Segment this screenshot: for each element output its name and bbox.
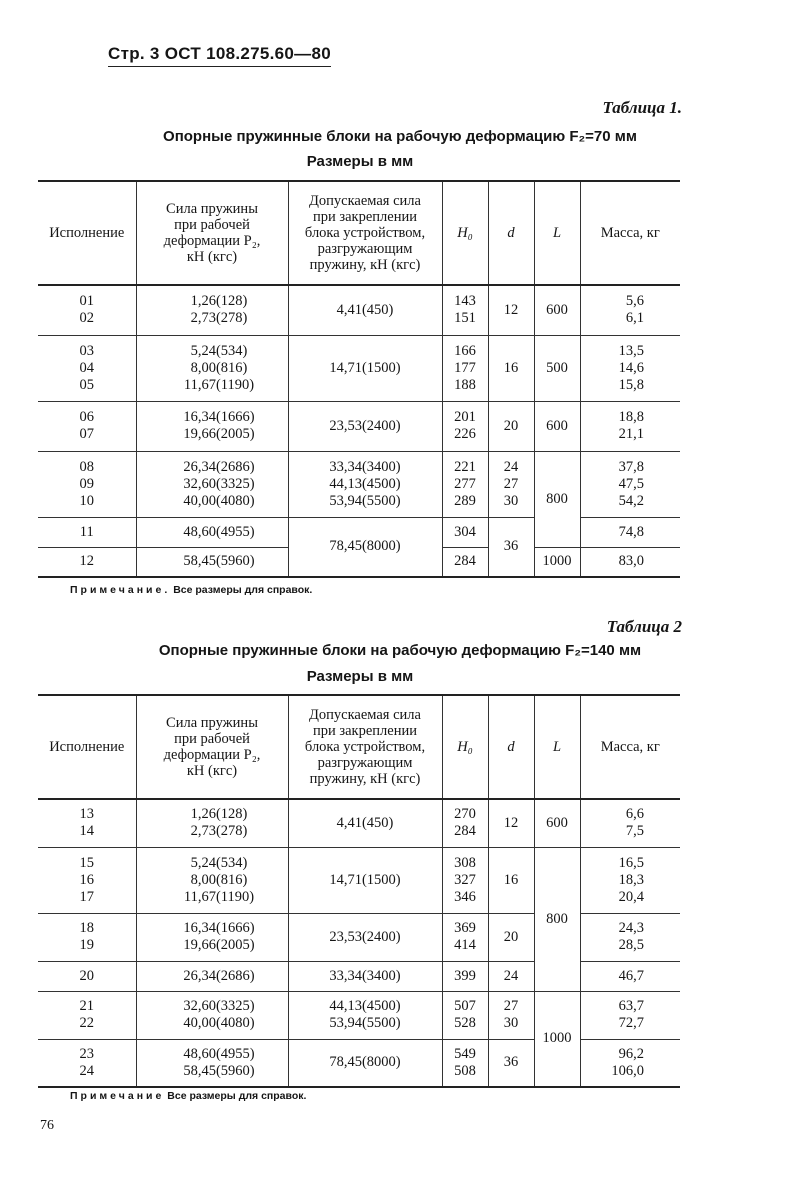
col-sila: Сила пружины при рабочей деформации P₂, кН (кгс): [136, 695, 288, 799]
col-dop: Допускаемая сила при закреплении блока устройством, разгружающим пружину, кН (кгс): [288, 695, 442, 799]
table2-title: Опорные пружинные блоки на рабочую деформацию F₂=140 мм: [158, 642, 642, 659]
col-d: d: [488, 181, 534, 285]
table-row: 13 14 1,26(128) 2,73(278) 4,41(450) 270 284 12 600 6,6 7,5: [38, 799, 680, 847]
table-row: 18 19 16,34(1666) 19,66(2005) 23,53(2400) 369 414 20 24,3 28,5: [38, 913, 680, 961]
table-row: 15 16 17 5,24(534) 8,00(816) 11,67(1190) 14,71(1500) 308 327 346 16 800 16,5 18,3 20,4: [38, 847, 680, 913]
table-row: 11 48,60(4955) 78,45(8000) 304 36 74,8: [38, 517, 680, 547]
table1-title: Опорные пружинные блоки на рабочую деформацию F₂=70 мм: [163, 128, 637, 145]
table2-label: Таблица 2: [606, 617, 682, 636]
table1-units: Размеры в мм: [306, 153, 414, 170]
col-ispolnenie: Исполнение: [49, 225, 125, 241]
table1-note: Примечание. Все размеры для справок.: [70, 584, 313, 596]
table-row: 03 04 05 5,24(534) 8,00(816) 11,67(1190) 14,71(1500) 166 177 188 16 500 13,5 14,6 15,8: [38, 335, 680, 401]
page-number: 76: [40, 1118, 54, 1133]
table2-units: Размеры в мм: [306, 668, 414, 685]
col-l: L: [534, 181, 580, 285]
table1-label: Таблица 1.: [602, 98, 682, 117]
table-row: 01 02 1,26(128) 2,73(278) 4,41(450) 143 151 12 600 5,6 6,1: [38, 285, 680, 335]
col-sila: Сила пружины при рабочей деформации P₂, кН (кгс): [136, 181, 288, 285]
table1-header-row: [38, 181, 680, 285]
col-massa: Масса, кг: [580, 695, 680, 799]
col-h0: H₀: [442, 695, 488, 799]
table2: [38, 694, 680, 1088]
col-d: d: [488, 695, 534, 799]
col-h0: H₀: [442, 181, 488, 285]
table2-header-row: [38, 695, 680, 799]
table1: [38, 180, 680, 578]
col-ispolnenie: Исполнение: [49, 739, 125, 755]
col-massa: Масса, кг: [580, 181, 680, 285]
table-row: 08 09 10 26,34(2686) 32,60(3325) 40,00(4080) 33,34(3400) 44,13(4500) 53,94(5500) 221 277 289 24 27 30 800 37,8 47,5 54,2: [38, 451, 680, 517]
table-row: 06 07 16,34(1666) 19,66(2005) 23,53(2400) 201 226 20 600 18,8 21,1: [38, 401, 680, 451]
col-l: L: [534, 695, 580, 799]
col-dop: Допускаемая сила при закреплении блока устройством, разгружающим пружину, кН (кгс): [288, 181, 442, 285]
table-row: 23 24 48,60(4955) 58,45(5960) 78,45(8000) 549 508 36 96,2 106,0: [38, 1039, 680, 1087]
table2-note: Примечание Все размеры для справок.: [70, 1090, 307, 1102]
page-header: Стр. 3 ОСТ 108.275.60—80: [108, 44, 331, 67]
table-row: 20 26,34(2686) 33,34(3400) 399 24 46,7: [38, 961, 680, 991]
table-row: 21 22 32,60(3325) 40,00(4080) 44,13(4500) 53,94(5500) 507 528 27 30 1000 63,7 72,7: [38, 991, 680, 1039]
table-row: 12 58,45(5960) 284 1000 83,0: [38, 547, 680, 577]
